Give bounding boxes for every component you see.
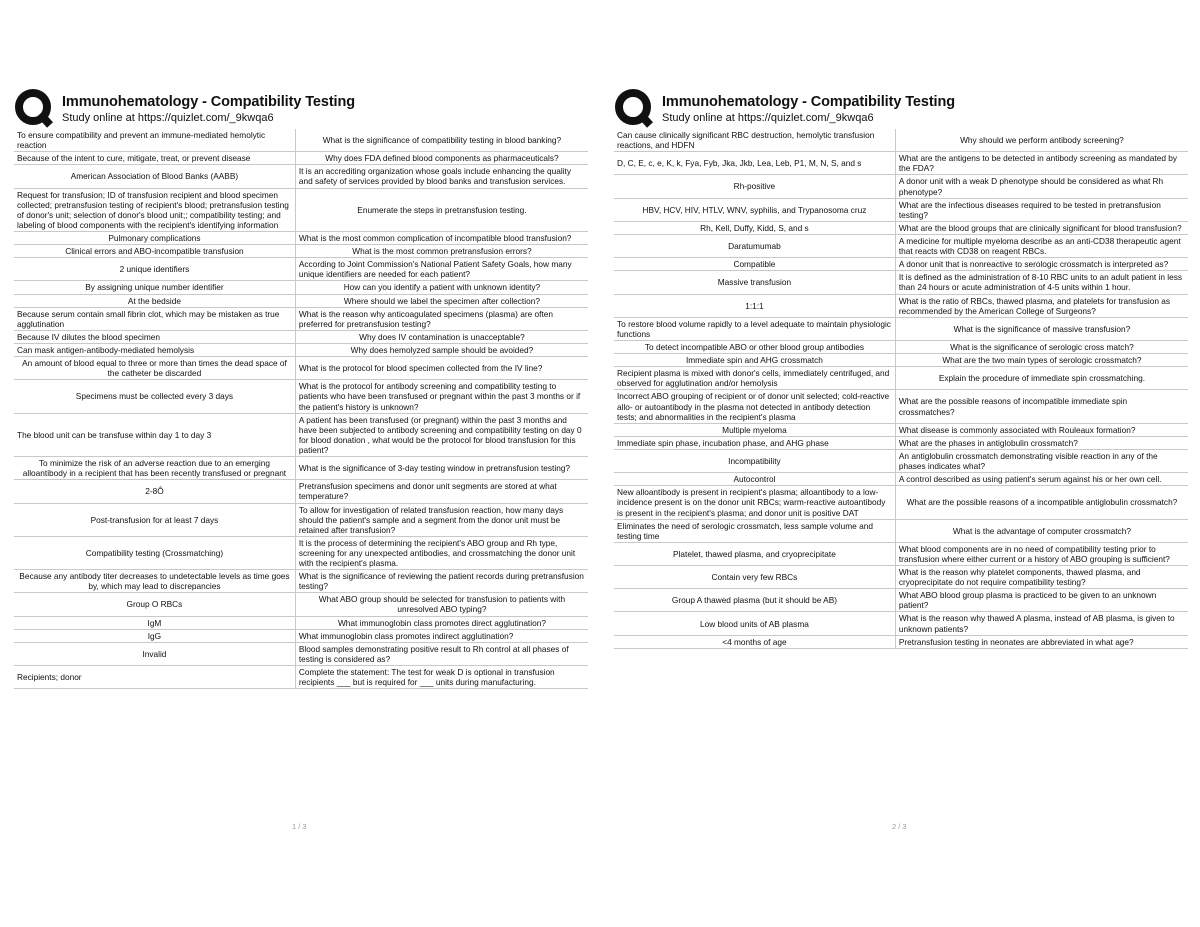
flashcard-table: [614, 129, 1188, 649]
card-term: 1:1:1: [614, 294, 895, 317]
quizlet-logo-icon: [614, 88, 654, 128]
card-term: Invalid: [14, 642, 295, 665]
card-term: D, C, E, c, e, K, k, Fya, Fyb, Jka, Jkb, Lea, Leb, P1, M, N, S, and s: [614, 152, 895, 175]
card-row: [614, 271, 1188, 294]
card-term: American Association of Blood Banks (AABB): [14, 165, 295, 188]
card-row: [14, 294, 588, 307]
card-term: Specimens must be collected every 3 days: [14, 380, 295, 413]
card-definition: A patient has been transfused (or pregnant) within the past 3 months and have been subjected to antibody screening and compatibility testing on day 0 for blood donation , what would be the protocol for blood transfusion for this patient?: [295, 413, 588, 456]
card-definition: What are the two main types of serologic crossmatch?: [895, 354, 1188, 367]
card-row: [614, 473, 1188, 486]
card-row: [14, 536, 588, 569]
card-term: By assigning unique number identifier: [14, 281, 295, 294]
card-row: [614, 317, 1188, 340]
card-row: [14, 307, 588, 330]
page-header: [614, 88, 1188, 128]
card-definition: What immunoglobin class promotes indirect agglutination?: [295, 629, 588, 642]
card-term: Rh-positive: [614, 175, 895, 198]
card-row: [614, 221, 1188, 234]
card-definition: What are the phases in antiglobulin crossmatch?: [895, 436, 1188, 449]
card-term: To minimize the risk of an adverse reaction due to an emerging alloantibody in a recipient that has been recently transfused or pregnant: [14, 457, 295, 480]
card-definition: What disease is commonly associated with Rouleaux formation?: [895, 423, 1188, 436]
card-definition: It is an accrediting organization whose goals include enhancing the quality and safety of services provided by blood banks and transfusion services.: [295, 165, 588, 188]
card-definition: What immunoglobin class promotes direct agglutination?: [295, 616, 588, 629]
card-row: [614, 542, 1188, 565]
card-definition: What blood components are in no need of compatibility testing prior to transfusion where either current or a history of ABO grouping is sufficient?: [895, 542, 1188, 565]
card-definition: What is the protocol for blood specimen collected from the IV line?: [295, 357, 588, 380]
card-definition: What are the possible reasons of incompatible immediate spin crossmatches?: [895, 390, 1188, 423]
card-row: [14, 357, 588, 380]
card-row: [614, 390, 1188, 423]
card-term: Eliminates the need of serologic crossmatch, less sample volume and testing time: [614, 519, 895, 542]
card-term: Massive transfusion: [614, 271, 895, 294]
card-term: Because any antibody titer decreases to undetectable levels as time goes by, which may lead to discrepancies: [14, 570, 295, 593]
card-definition: What is the reason why thawed A plasma, instead of AB plasma, is given to unknown patients?: [895, 612, 1188, 635]
card-definition: Why does hemolyzed sample should be avoided?: [295, 343, 588, 356]
card-term: Incompatibility: [614, 449, 895, 472]
flashcard-table: [14, 129, 588, 689]
card-row: [614, 589, 1188, 612]
card-term: New alloantibody is present in recipient's plasma; alloantibody to a low-incidence present is on the donor unit RBCs; warm-reactive autoantibody is present in the recipient's plasma; and donor unit is positive DAT: [614, 486, 895, 519]
card-term: Incorrect ABO grouping of recipient or of donor unit selected; cold-reactive allo- or autoantibody in the plasma not detected in antibody detection tests; and abnormalities in the recipient's plasma: [614, 390, 895, 423]
card-term: At the bedside: [14, 294, 295, 307]
card-row: [14, 231, 588, 244]
page-1: [14, 88, 588, 831]
card-term: The blood unit can be transfuse within day 1 to day 3: [14, 413, 295, 456]
card-term: Group A thawed plasma (but it should be AB): [614, 589, 895, 612]
card-term: 2 unique identifiers: [14, 258, 295, 281]
card-definition: Complete the statement: The test for weak D is optional in transfusion recipients ___ but is required for ___ units during manufacturing.: [295, 666, 588, 689]
card-definition: What are the possible reasons of a incompatible antiglobulin crossmatch?: [895, 486, 1188, 519]
card-definition: What is the significance of compatibility testing in blood banking?: [295, 129, 588, 152]
card-row: [14, 666, 588, 689]
card-definition: What ABO blood group plasma is practiced to be given to an unknown patient?: [895, 589, 1188, 612]
card-row: [614, 436, 1188, 449]
card-definition: What is the significance of massive transfusion?: [895, 317, 1188, 340]
card-row: [14, 480, 588, 503]
card-term: Can cause clinically significant RBC destruction, hemolytic transfusion reactions, and HDFN: [614, 129, 895, 152]
card-term: Group O RBCs: [14, 593, 295, 616]
card-row: [614, 449, 1188, 472]
card-definition: A donor unit with a weak D phenotype should be considered as what Rh phenotype?: [895, 175, 1188, 198]
card-row: [14, 343, 588, 356]
card-term: 2-8Ô: [14, 480, 295, 503]
card-definition: A donor unit that is nonreactive to serologic crossmatch is interpreted as?: [895, 258, 1188, 271]
card-row: [614, 294, 1188, 317]
card-term: To restore blood volume rapidly to a level adequate to maintain physiologic functions: [614, 317, 895, 340]
card-term: Autocontrol: [614, 473, 895, 486]
card-row: [14, 245, 588, 258]
card-row: [14, 629, 588, 642]
card-term: Pulmonary complications: [14, 231, 295, 244]
card-row: [614, 486, 1188, 519]
card-definition: It is defined as the administration of 8-10 RBC units to an adult patient in less than 24 hours or acute administration of 4-5 units within 1 hour.: [895, 271, 1188, 294]
card-definition: Pretransfusion testing in neonates are abbreviated in what age?: [895, 635, 1188, 648]
card-row: [14, 152, 588, 165]
card-row: [614, 234, 1188, 257]
card-row: [614, 519, 1188, 542]
card-row: [14, 330, 588, 343]
card-term: Low blood units of AB plasma: [614, 612, 895, 635]
card-definition: A control described as using patient's serum against his or her own cell.: [895, 473, 1188, 486]
card-row: [614, 423, 1188, 436]
card-row: [14, 165, 588, 188]
card-definition: What is the significance of 3-day testing window in pretransfusion testing?: [295, 457, 588, 480]
card-row: [14, 503, 588, 536]
card-row: [614, 367, 1188, 390]
card-term: HBV, HCV, HIV, HTLV, WNV, syphilis, and Trypanosoma cruz: [614, 198, 895, 221]
card-definition: Pretransfusion specimens and donor unit segments are stored at what temperature?: [295, 480, 588, 503]
card-definition: An antiglobulin crossmatch demonstrating visible reaction in any of the phases indicates what?: [895, 449, 1188, 472]
card-row: [614, 612, 1188, 635]
card-definition: Why does IV contamination is unacceptable?: [295, 330, 588, 343]
card-term: Because of the intent to cure, mitigate, treat, or prevent disease: [14, 152, 295, 165]
card-row: [614, 129, 1188, 152]
study-online-link[interactable]: Study online at https://quizlet.com/_9kwqa6: [662, 112, 874, 124]
card-definition: What is the significance of serologic cross match?: [895, 340, 1188, 353]
card-definition: To allow for investigation of related transfusion reaction, how many days should the patient's sample and a segment from the donor unit must be retained after transfusion?: [295, 503, 588, 536]
card-definition: How can you identify a patient with unknown identity?: [295, 281, 588, 294]
card-definition: What is the ratio of RBCs, thawed plasma, and platelets for transfusion as recommended by the American College of Surgeons?: [895, 294, 1188, 317]
card-term: Recipient plasma is mixed with donor's cells, immediately centrifuged, and observed for agglutination and/or hemolysis: [614, 367, 895, 390]
card-definition: A medicine for multiple myeloma describe as an anti-CD38 therapeutic agent that reacts with CD38 on reagent RBCs.: [895, 234, 1188, 257]
card-row: [614, 258, 1188, 271]
card-definition: What is the advantage of computer crossmatch?: [895, 519, 1188, 542]
page-header: [14, 88, 588, 128]
card-row: [14, 457, 588, 480]
card-term: Post-transfusion for at least 7 days: [14, 503, 295, 536]
card-row: [614, 340, 1188, 353]
card-definition: What are the blood groups that are clinically significant for blood transfusion?: [895, 221, 1188, 234]
card-definition: Why does FDA defined blood components as pharmaceuticals?: [295, 152, 588, 165]
card-definition: What ABO group should be selected for transfusion to patients with unresolved ABO typing?: [295, 593, 588, 616]
card-row: [14, 129, 588, 152]
card-definition: Explain the procedure of immediate spin crossmatching.: [895, 367, 1188, 390]
card-term: Clinical errors and ABO-incompatible transfusion: [14, 245, 295, 258]
card-row: [14, 380, 588, 413]
card-definition: Enumerate the steps in pretransfusion testing.: [295, 188, 588, 231]
card-row: [14, 281, 588, 294]
card-row: [614, 566, 1188, 589]
card-definition: What is the reason why platelet components, thawed plasma, and cryoprecipitate do not require compatibility testing?: [895, 566, 1188, 589]
card-term: Can mask antigen-antibody-mediated hemolysis: [14, 343, 295, 356]
page-2: [614, 88, 1188, 831]
card-row: [614, 152, 1188, 175]
card-definition: It is the process of determining the recipient's ABO group and Rh type, screening for any unexpected antibodies, and crossmatching the donor unit with the recipient's plasma.: [295, 536, 588, 569]
card-row: [14, 258, 588, 281]
card-term: To ensure compatibility and prevent an immune-mediated hemolytic reaction: [14, 129, 295, 152]
card-row: [14, 616, 588, 629]
document-title: Immunohematology - Compatibility Testing: [62, 94, 355, 110]
card-definition: What are the antigens to be detected in antibody screening as mandated by the FDA?: [895, 152, 1188, 175]
card-row: [14, 413, 588, 456]
card-term: An amount of blood equal to three or more than times the dead space of the catheter be discarded: [14, 357, 295, 380]
card-definition: Why should we perform antibody screening?: [895, 129, 1188, 152]
card-definition: What is the most common complication of incompatible blood transfusion?: [295, 231, 588, 244]
card-term: Because serum contain small fibrin clot, which may be mistaken as true agglutination: [14, 307, 295, 330]
card-term: IgM: [14, 616, 295, 629]
card-definition: What is the most common pretransfusion errors?: [295, 245, 588, 258]
card-term: Because IV dilutes the blood specimen: [14, 330, 295, 343]
card-term: Daratumumab: [614, 234, 895, 257]
card-definition: What is the protocol for antibody screening and compatibility testing to patients who have been transfused or pregnant within the past 3 months or if the patient's history is unknown?: [295, 380, 588, 413]
card-term: Contain very few RBCs: [614, 566, 895, 589]
card-term: Request for transfusion; ID of transfusion recipient and blood specimen collected; pretransfusion testing of recipient's blood; pretransfusion testing of donor's unit; selection of donor's blood unit;; compatibility testing; and labeling of blood components with the recipient's identifying information: [14, 188, 295, 231]
card-row: [614, 175, 1188, 198]
card-term: Immediate spin and AHG crossmatch: [614, 354, 895, 367]
card-term: Platelet, thawed plasma, and cryoprecipitate: [614, 542, 895, 565]
card-term: Multiple myeloma: [614, 423, 895, 436]
page-number: 2 / 3: [892, 822, 907, 831]
card-row: [14, 593, 588, 616]
card-row: [614, 635, 1188, 648]
card-row: [14, 570, 588, 593]
card-row: [14, 642, 588, 665]
card-term: Immediate spin phase, incubation phase, and AHG phase: [614, 436, 895, 449]
card-term: Compatible: [614, 258, 895, 271]
card-term: To detect incompatible ABO or other blood group antibodies: [614, 340, 895, 353]
card-definition: Blood samples demonstrating positive result to Rh control at all phases of testing is considered as?: [295, 642, 588, 665]
card-term: <4 months of age: [614, 635, 895, 648]
card-term: Compatibility testing (Crossmatching): [14, 536, 295, 569]
card-row: [614, 198, 1188, 221]
card-term: Rh, Kell, Duffy, Kidd, S, and s: [614, 221, 895, 234]
card-definition: Where should we label the specimen after collection?: [295, 294, 588, 307]
page-number: 1 / 3: [292, 822, 307, 831]
card-definition: What are the infectious diseases required to be tested in pretransfusion testing?: [895, 198, 1188, 221]
study-online-link[interactable]: Study online at https://quizlet.com/_9kwqa6: [62, 112, 274, 124]
document-title: Immunohematology - Compatibility Testing: [662, 94, 955, 110]
card-definition: What is the reason why anticoagulated specimens (plasma) are often preferred for pretransfusion testing?: [295, 307, 588, 330]
card-definition: According to Joint Commission's National Patient Safety Goals, how many unique identifiers are needed for each patient?: [295, 258, 588, 281]
quizlet-logo-icon: [14, 88, 54, 128]
card-row: [614, 354, 1188, 367]
card-row: [14, 188, 588, 231]
card-definition: What is the significance of reviewing the patient records during pretransfusion testing?: [295, 570, 588, 593]
card-term: IgG: [14, 629, 295, 642]
card-term: Recipients; donor: [14, 666, 295, 689]
